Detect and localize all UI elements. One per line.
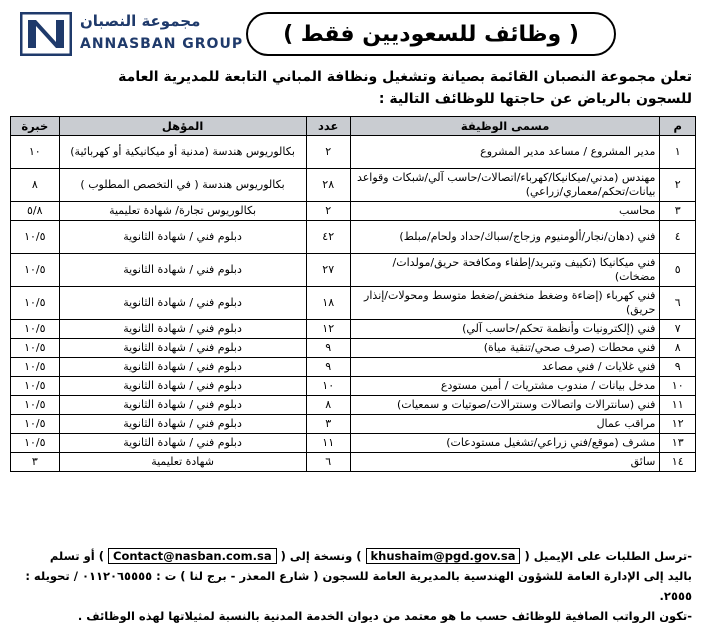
cell-qualification: دبلوم فني / شهادة الثانوية xyxy=(59,339,306,358)
cell-experience: ١٠/٥ xyxy=(11,434,60,453)
cell-qualification: دبلوم فني / شهادة الثانوية xyxy=(59,396,306,415)
cell-qualification: دبلوم فني / شهادة الثانوية xyxy=(59,221,306,254)
cell-num: ٩ xyxy=(660,358,696,377)
cell-qualification: بكالوريوس هندسة ( في التخصص المطلوب ) xyxy=(59,169,306,202)
cell-count: ٤٢ xyxy=(306,221,350,254)
cell-count: ٢ xyxy=(306,136,350,169)
table-row xyxy=(11,396,696,415)
cell-experience: ١٠/٥ xyxy=(11,221,60,254)
cell-num: ٧ xyxy=(660,320,696,339)
ad-title: ( وظائف للسعوديين فقط ) xyxy=(246,12,616,56)
table-row xyxy=(11,377,696,396)
intro-line-1: تعلن مجموعة النصبان القائمة بصيانة وتشغيل ونظافة المباني التابعة للمديرية العامة xyxy=(118,69,692,85)
logo-english-text: ANNASBAN GROUP xyxy=(80,36,244,52)
cell-title: فني (سانترالات واتصالات وسنترالات/صوتيات و سمعيات) xyxy=(350,396,660,415)
cell-num: ١٠ xyxy=(660,377,696,396)
header-experience: خبرة xyxy=(11,117,60,136)
table-row xyxy=(11,320,696,339)
table-header-row xyxy=(11,117,696,136)
cell-experience: ١٠/٥ xyxy=(11,287,60,320)
cell-num: ١٤ xyxy=(660,453,696,472)
cell-num: ١١ xyxy=(660,396,696,415)
cell-qualification: دبلوم فني / شهادة الثانوية xyxy=(59,377,306,396)
cell-count: ٣ xyxy=(306,415,350,434)
cell-qualification: دبلوم فني / شهادة الثانوية xyxy=(59,320,306,339)
intro-line-2: للسجون بالرياض عن حاجتها للوظائف التالية : xyxy=(378,91,692,107)
job-advertisement xyxy=(6,4,696,623)
cell-count: ١١ xyxy=(306,434,350,453)
cell-count: ٩ xyxy=(306,358,350,377)
cell-experience: ١٠/٥ xyxy=(11,377,60,396)
table-row xyxy=(11,339,696,358)
cell-count: ١٨ xyxy=(306,287,350,320)
cell-title: فني (إلكترونيات وأنظمة تحكم/حاسب آلي) xyxy=(350,320,660,339)
cell-title: مهندس (مدني/ميكانيكا/كهرباء/اتصالات/حاسب آلي/شبكات وقواعد بيانات/تحكم/معماري/زراعي) xyxy=(350,169,660,202)
table-row xyxy=(11,169,696,202)
table-row xyxy=(11,202,696,221)
intro-text xyxy=(12,66,692,110)
cell-experience: ١٠/٥ xyxy=(11,415,60,434)
cell-title: مراقب عمال xyxy=(350,415,660,434)
cell-count: ٢٧ xyxy=(306,254,350,287)
cell-experience: ١٠/٥ xyxy=(11,396,60,415)
cell-title: فني كهرباء (إضاءة وضغط منخفض/ضغط متوسط ومحولات/إنذار حريق) xyxy=(350,287,660,320)
header-num: م xyxy=(660,117,696,136)
cell-count: ١٢ xyxy=(306,320,350,339)
cell-experience: ٥/٨ xyxy=(11,202,60,221)
cell-experience: ١٠/٥ xyxy=(11,320,60,339)
cell-count: ٨ xyxy=(306,396,350,415)
cell-title: مشرف (موقع/فني زراعي/تشغيل مستودعات) xyxy=(350,434,660,453)
header-title: مسمى الوظيفة xyxy=(350,117,660,136)
email-primary-link[interactable]: khushaim@pgd.gov.sa xyxy=(366,548,521,564)
cell-experience: ١٠/٥ xyxy=(11,358,60,377)
cell-num: ٨ xyxy=(660,339,696,358)
cell-title: مدخل بيانات / مندوب مشتريات / أمين مستودع xyxy=(350,377,660,396)
cell-experience: ١٠ xyxy=(11,136,60,169)
cell-count: ٢٨ xyxy=(306,169,350,202)
table-row xyxy=(11,136,696,169)
cell-num: ٤ xyxy=(660,221,696,254)
cell-num: ٥ xyxy=(660,254,696,287)
table-row xyxy=(11,415,696,434)
table-row xyxy=(11,254,696,287)
cell-num: ١٣ xyxy=(660,434,696,453)
cell-title: محاسب xyxy=(350,202,660,221)
cell-experience: ١٠/٥ xyxy=(11,254,60,287)
email-copy-link[interactable]: Contact@nasban.com.sa xyxy=(108,548,277,564)
cell-qualification: دبلوم فني / شهادة الثانوية xyxy=(59,358,306,377)
company-logo xyxy=(10,8,244,64)
cell-qualification: بكالوريوس تجارة/ شهادة تعليمية xyxy=(59,202,306,221)
cell-experience: ٣ xyxy=(11,453,60,472)
cell-title: سائق xyxy=(350,453,660,472)
cell-qualification: شهادة تعليمية xyxy=(59,453,306,472)
footer-line-3: -تكون الرواتب الصافية للوظائف حسب ما هو معتمد من ديوان الخدمة المدنية بالنسبة لمثيلاتها لهذه الوظائف . xyxy=(77,609,692,623)
cell-title: فني غلايات / فني مصاعد xyxy=(350,358,660,377)
footer-text-b: ) ونسخة إلى ( xyxy=(280,549,362,563)
cell-num: ١٢ xyxy=(660,415,696,434)
cell-qualification: دبلوم فني / شهادة الثانوية xyxy=(59,415,306,434)
cell-experience: ١٠/٥ xyxy=(11,339,60,358)
cell-title: فني (دهان/نجار/ألومنيوم وزجاج/سباك/حداد ولحام/مبلط) xyxy=(350,221,660,254)
table-row xyxy=(11,434,696,453)
cell-count: ٢ xyxy=(306,202,350,221)
footer-notes xyxy=(8,546,692,626)
footer-text-c: ) أو تسلم xyxy=(49,549,104,563)
cell-experience: ٨ xyxy=(11,169,60,202)
cell-qualification: دبلوم فني / شهادة الثانوية xyxy=(59,254,306,287)
cell-qualification: بكالوريوس هندسة (مدنية أو ميكانيكية أو كهربائية) xyxy=(59,136,306,169)
jobs-table xyxy=(10,116,696,472)
cell-title: فني محطات (صرف صحي/تنقية مياة) xyxy=(350,339,660,358)
cell-count: ١٠ xyxy=(306,377,350,396)
logo-arabic-text: مجموعة النصبان xyxy=(80,12,201,30)
table-row xyxy=(11,221,696,254)
footer-line-1 xyxy=(8,546,692,566)
cell-qualification: دبلوم فني / شهادة الثانوية xyxy=(59,287,306,320)
cell-num: ٦ xyxy=(660,287,696,320)
footer-text-a: -ترسل الطلبات على الإيميل ( xyxy=(524,549,692,563)
cell-num: ١ xyxy=(660,136,696,169)
footer-line-2: باليد إلى الإدارة العامة للشؤون الهندسية بالمديرية العامة للسجون ( شارع المعذر - برج لنا ) ت : ٠١١٢٠٦٥٥٥٥ / تحويله : ٢٥٥٥. xyxy=(25,569,692,603)
cell-num: ٣ xyxy=(660,202,696,221)
annasban-logo-icon xyxy=(20,12,72,56)
cell-count: ٦ xyxy=(306,453,350,472)
cell-title: فني ميكانيكا (تكييف وتبريد/إطفاء ومكافحة حريق/مولدات/مضخات) xyxy=(350,254,660,287)
table-row xyxy=(11,287,696,320)
cell-title: مدير المشروع / مساعد مدير المشروع xyxy=(350,136,660,169)
cell-count: ٩ xyxy=(306,339,350,358)
header-qualification: المؤهل xyxy=(59,117,306,136)
table-row xyxy=(11,358,696,377)
header-count: عدد xyxy=(306,117,350,136)
table-row xyxy=(11,453,696,472)
cell-num: ٢ xyxy=(660,169,696,202)
cell-qualification: دبلوم فني / شهادة الثانوية xyxy=(59,434,306,453)
